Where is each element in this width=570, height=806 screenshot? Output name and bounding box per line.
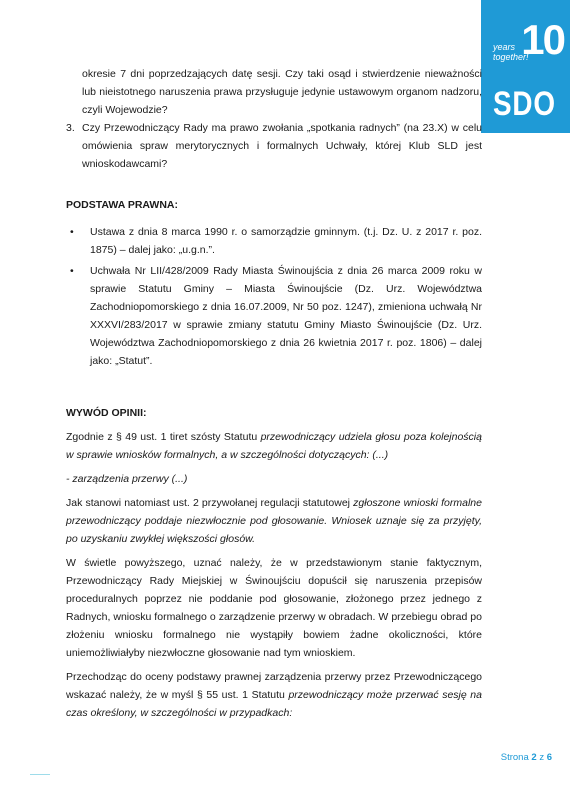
opinion-paragraph-1: Zgodnie z § 49 ust. 1 tiret szósty Statutu przewodniczący udziela głosu poza kolejnością w sprawie wniosków formalnych, a w szczególności dotyczących: (...) (66, 431, 482, 461)
legal-basis-list (66, 223, 482, 370)
item-number: 3. (66, 122, 75, 134)
item-text: Czy Przewodniczący Rady ma prawo zwołania „spotkania radnych” (na 23.X) w celu omówienia spraw merytorycznych i formalnych Uchwały, której Klub SLD jest wnioskodawcami? (82, 122, 482, 170)
list-item: • Ustawa z dnia 8 marca 1990 r. o samorządzie gminnym. (t.j. Dz. U. z 2017 r. poz. 1875) – dalej jako: „u.g.n.”. (66, 223, 482, 259)
logo-number: 10 (521, 16, 564, 63)
numbered-item-continued (66, 65, 482, 119)
opinion-paragraph-3: Jak stanowi natomiast ust. 2 przywołanej regulacji statutowej zgłoszone wnioski formalne przewodniczący poddaje niezwłocznie pod głosowanie. Wniosek uznaje się za przyjęty, po uzyskaniu zwykłej większości głosów. (66, 497, 482, 545)
bullet-icon: • (70, 226, 74, 238)
opinion-paragraph-2: - zarządzenia przerwy (...) (66, 473, 188, 485)
document-body (66, 65, 482, 722)
sdo-logo (481, 0, 570, 133)
legal-basis-heading: PODSTAWA PRAWNA: (66, 199, 178, 211)
footer-divider (30, 774, 50, 775)
bullet-icon: • (70, 265, 74, 277)
opinion-paragraph-5: Przechodząc do oceny podstawy prawnej zarządzenia przerwy przez Przewodniczącego wskazać należy, że w myśl § 55 ust. 1 Statutu przewodniczący może przerwać sesję na czas określony, w szczególności w przypadkach: (66, 671, 482, 719)
logo-tagline: years together! (493, 42, 529, 62)
list-item: • Uchwała Nr LII/428/2009 Rady Miasta Świnoujścia z dnia 26 marca 2009 roku w sprawie Statutu Gminy – Miasta Świnoujście (Dz. Urz. Województwa Zachodniopomorskiego z dnia 16.07.2009, Nr 50 poz. 1247), zmieniona uchwałą Nr XXXVI/283/2017 w sprawie zmiany statutu Gminy Miasto Świnoujście (Dz. Urz. Województwa Zachodniopomorskiego z dnia 26 kwietnia 2017 r. poz. 1806) – dalej jako: „Statut”. (66, 262, 482, 370)
logo-brand: SDO (493, 85, 556, 123)
numbered-item-3 (66, 119, 482, 173)
opinion-paragraph-4: W świetle powyższego, uznać należy, że w przedstawionym stanie faktycznym, Przewodniczący Rady Miejskiej w Świnoujściu dopuścił się naruszenia przepisów proceduralnych poprzez nie poddanie pod głosowanie, złożonego przez jednego z Radnych, wniosku formalnego o zarządzenie przerwy w obradach. W przebiegu obrad po złożeniu wniosku formalnego nie wystąpiły bowiem żadne okoliczności, które uniemożliwiałyby niezwłoczne głosowanie nad tym wnioskiem. (66, 557, 482, 659)
opinion-heading: WYWÓD OPINII: (66, 407, 147, 419)
page-number: Strona 2 z 6 (500, 752, 552, 763)
continued-item-text: okresie 7 dni poprzedzających datę sesji. Czy taki osąd i stwierdzenie nieważności lub nieistotnego naruszenia prawa przysługuje jedynie ustawowym organom nadzoru, czyli Wojewodzie? (82, 68, 482, 116)
